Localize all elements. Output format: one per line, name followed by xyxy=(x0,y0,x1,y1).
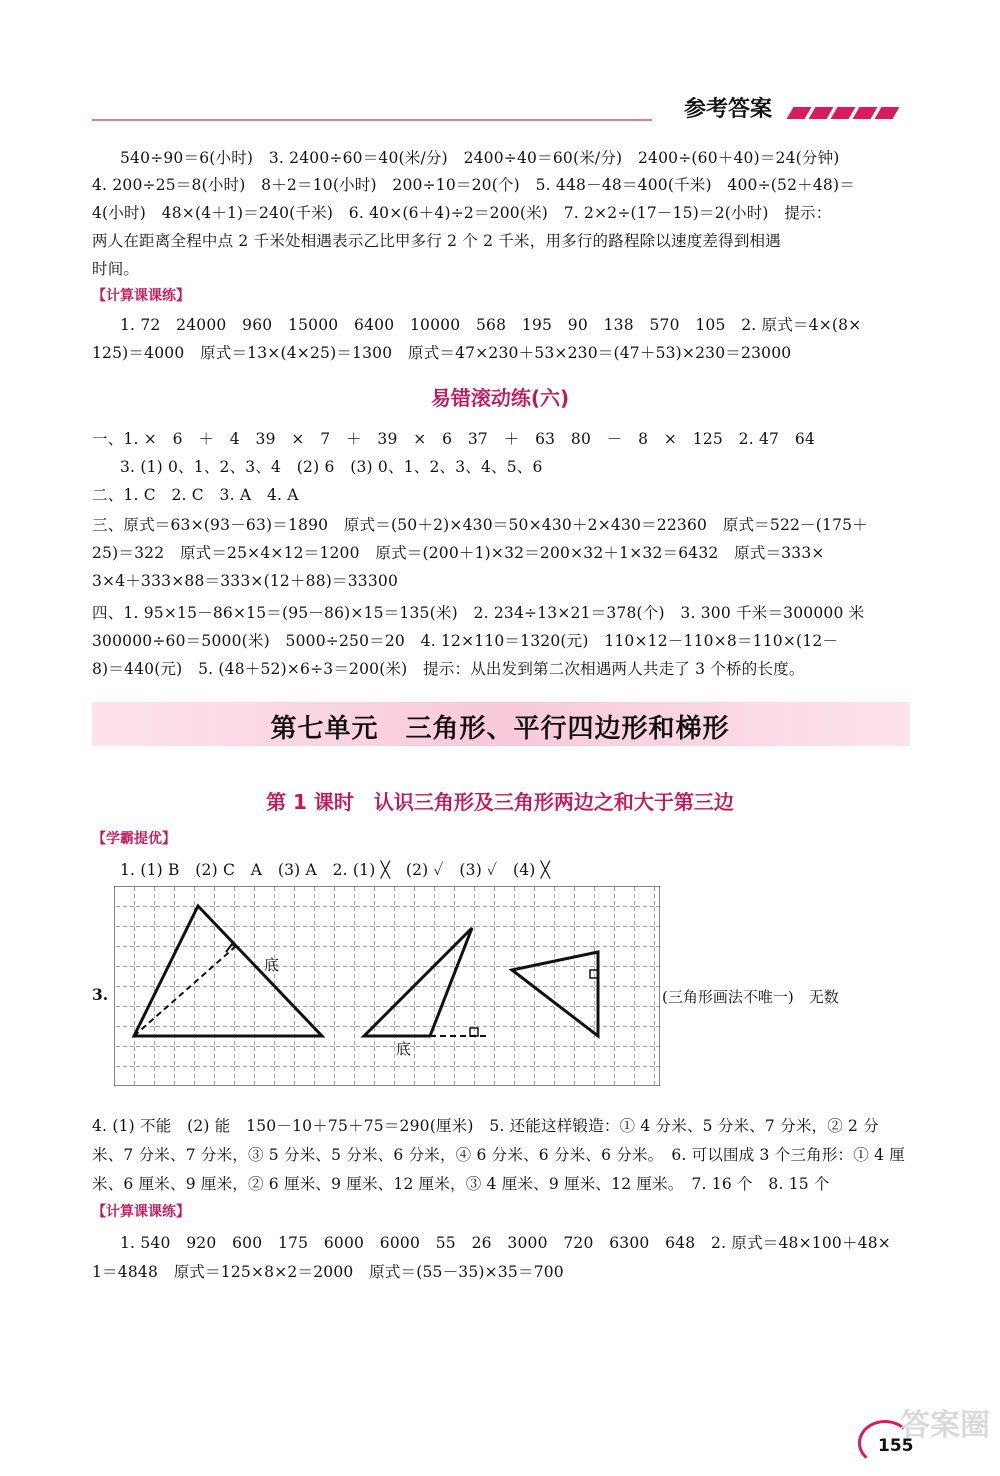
triangle-grid-figure xyxy=(114,886,660,1086)
figure-note: (三角形画法不唯一) 无数 xyxy=(662,988,839,1006)
answer-line: 3. (1) 0、1、2、3、4 (2) 6 (3) 0、1、2、3、4、5、6 xyxy=(120,458,543,476)
answer-line: 二、1. C 2. C 3. A 4. A xyxy=(92,486,299,504)
answer-line: 540÷90＝6(小时) 3. 2400÷60＝40(米/分) 2400÷40＝60(米/分) 2400÷(60＋40)＝24(分钟) xyxy=(120,149,840,167)
header-stripes xyxy=(790,104,910,118)
unit-title: 第七单元 三角形、平行四边形和梯形 xyxy=(270,714,730,744)
base-label: 底 xyxy=(264,956,280,974)
answer-line: 4(小时) 48×(4＋1)＝240(千米) 6. 40×(6＋4)÷2＝200(米) 7. 2×2÷(17－15)＝2(小时) 提示： xyxy=(92,204,832,222)
base-label: 底 xyxy=(396,1040,412,1058)
answer-line: 8)＝440(元) 5. (48＋52)×6÷3＝200(米) 提示：从出发到第二次相遇两人共走了 3 个桥的长度。 xyxy=(92,660,805,678)
answer-line: 1. 72 24000 960 15000 6400 10000 568 195 90 138 570 105 2. 原式＝4×(8× xyxy=(120,316,862,334)
question-3-label: 3. xyxy=(92,985,109,1004)
xueba-label: 【学霸提优】 xyxy=(92,831,176,847)
answer-line: 25)＝322 原式＝25×4×12＝1200 原式＝(200＋1)×32＝200×32＋1×32＝6432 原式＝333× xyxy=(92,544,825,562)
watermark: 答案圈 xyxy=(900,1408,990,1443)
answer-line: 两人在距离全程中点 2 千米处相遇表示乙比甲多行 2 个 2 千米，用多行的路程除以速度差得到相遇 xyxy=(92,232,781,250)
answer-line: 4. (1) 不能 (2) 能 150－10＋75＋75＝290(厘米) 5. 还能这样锻造：① 4 分米、5 分米、7 分米，② 2 分 xyxy=(92,1117,879,1135)
calc-practice-label: 【计算课课练】 xyxy=(92,1204,190,1220)
header-title: 参考答案 xyxy=(683,97,772,122)
answer-line: 四、1. 95×15－86×15＝(95－86)×15＝135(米) 2. 234÷13×21＝378(个) 3. 300 千米＝300000 米 xyxy=(92,604,865,622)
answer-line: 4. 200÷25＝8(小时) 8＋2＝10(小时) 200÷10＝20(个) 5. 448－48＝400(千米) 400÷(52＋48)＝ xyxy=(92,176,855,194)
answer-line: 时间。 xyxy=(92,260,140,278)
header-rule xyxy=(92,119,652,121)
section-title: 易错滚动练(六) xyxy=(430,386,570,410)
answer-line: 米、6 厘米、9 厘米，② 6 厘米、9 厘米、12 厘米，③ 4 厘米、9 厘米、12 厘米。 7. 16 个 8. 15 个 xyxy=(92,1175,830,1193)
answer-line: 125)＝4000 原式＝13×(4×25)＝1300 原式＝47×230＋53×230＝(47＋53)×230＝23000 xyxy=(92,344,792,362)
answer-line: 300000÷60＝5000(米) 5000÷250＝20 4. 12×110＝1320(元) 110×12－110×8＝110×(12－ xyxy=(92,632,839,650)
lesson-title: 第 1 课时 认识三角形及三角形两边之和大于第三边 xyxy=(266,790,734,814)
answer-line: 1＝4848 原式＝125×8×2＝2000 原式＝(55－35)×35＝700 xyxy=(92,1263,564,1281)
answer-line: 1. (1) B (2) C A (3) A 2. (1) ╳ (2) ✓ (3) ✓ (4) ╳ xyxy=(120,861,551,879)
grid-background xyxy=(114,886,660,1086)
answer-line: 3×4＋333×88＝333×(12＋88)＝33300 xyxy=(92,572,399,590)
answer-line: 一、1. × 6 ＋ 4 39 × 7 ＋ 39 × 6 37 ＋ 63 80 － 8 × 125 2. 47 64 xyxy=(92,430,815,448)
page-number: 155 xyxy=(878,1436,914,1456)
answer-line: 1. 540 920 600 175 6000 6000 55 26 3000 720 6300 648 2. 原式＝48×100＋48× xyxy=(120,1234,891,1252)
answer-line: 米、7 分米、7 分米，③ 5 分米、5 分米、6 分米，④ 6 分米、6 分米、6 分米。 6. 可以围成 3 个三角形：① 4 厘 xyxy=(92,1146,905,1164)
answer-line: 三、原式＝63×(93－63)＝1890 原式＝(50＋2)×430＝50×430＋2×430＝22360 原式＝522－(175＋ xyxy=(92,516,868,534)
calc-practice-label: 【计算课课练】 xyxy=(92,288,190,304)
